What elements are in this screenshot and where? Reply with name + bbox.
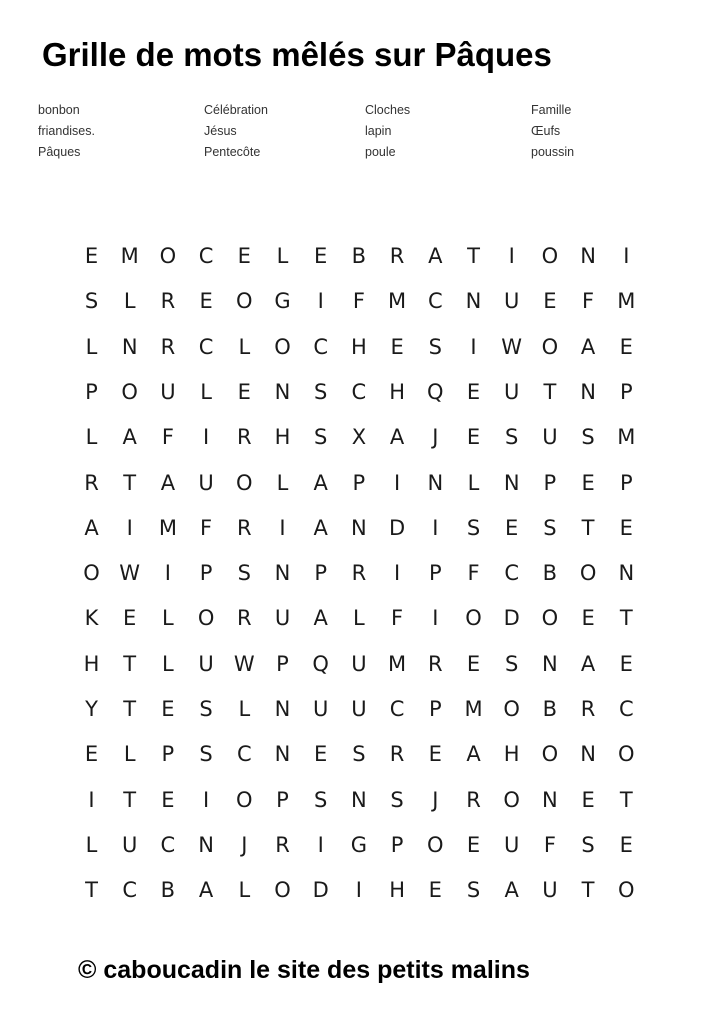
grid-letter: N <box>198 832 214 857</box>
grid-letter: Q <box>312 651 329 676</box>
grid-letter: T <box>123 787 137 812</box>
grid-letter: O <box>541 606 559 631</box>
grid-letter: O <box>159 244 177 268</box>
letter-grid <box>73 236 703 906</box>
grid-letter: E <box>428 878 442 903</box>
grid-letter: E <box>581 470 595 495</box>
grid-letter: R <box>84 470 99 495</box>
grid-letter: O <box>465 606 482 631</box>
grid-letter: P <box>543 470 557 495</box>
grid-letter: L <box>276 470 289 495</box>
grid-letter: P <box>390 832 404 857</box>
grid-letter: T <box>123 697 137 721</box>
grid-letter: F <box>582 289 595 314</box>
grid-letter: Y <box>85 697 98 721</box>
grid-letter: E <box>161 697 175 721</box>
grid-letter: E <box>619 832 633 857</box>
footer-credit: © caboucadin le site des petits malins <box>78 956 530 984</box>
grid-letter: N <box>351 787 367 812</box>
grid-letter: C <box>122 878 138 903</box>
grid-letter: H <box>389 878 405 903</box>
word-list-item: Pâques <box>38 145 81 159</box>
grid-letter: L <box>85 334 98 359</box>
grid-letter: R <box>275 832 290 857</box>
grid-letter: A <box>313 470 328 495</box>
grid-letter: T <box>581 515 595 540</box>
grid-letter: L <box>200 379 212 404</box>
grid-letter: O <box>236 289 253 314</box>
grid-letter: N <box>351 515 367 540</box>
grid-letter: R <box>237 515 252 540</box>
grid-letter: I <box>470 334 477 359</box>
grid-letter: I <box>432 606 439 631</box>
grid-letter: E <box>237 244 251 268</box>
grid-letter: T <box>123 651 137 676</box>
grid-letter: N <box>274 742 291 767</box>
grid-letter: S <box>505 425 519 450</box>
grid-letter: O <box>541 244 559 268</box>
grid-letter: O <box>236 470 253 495</box>
grid-letter: X <box>351 425 367 450</box>
grid-letter: D <box>389 515 406 540</box>
grid-letter: O <box>236 787 253 812</box>
grid-letter: O <box>503 697 520 721</box>
grid-letter: F <box>161 425 174 450</box>
grid-letter: C <box>618 697 634 721</box>
word-list-item: bonbon <box>38 103 80 117</box>
grid-letter: S <box>390 787 404 812</box>
grid-letter: N <box>427 470 444 495</box>
grid-letter: C <box>504 561 520 586</box>
grid-letter: U <box>160 379 176 404</box>
grid-letter: S <box>581 425 595 450</box>
grid-letter: R <box>160 289 176 314</box>
grid-letter: E <box>199 289 213 314</box>
grid-letter: I <box>508 244 515 268</box>
grid-letter: I <box>393 561 401 586</box>
grid-letter: B <box>160 878 176 903</box>
grid-letter: O <box>274 334 291 359</box>
grid-letter: F <box>543 832 556 857</box>
grid-letter: E <box>161 787 175 812</box>
grid-letter: L <box>85 832 98 857</box>
grid-letter: N <box>121 334 138 359</box>
grid-letter: O <box>427 832 444 857</box>
grid-letter: U <box>313 697 329 721</box>
grid-letter: U <box>504 832 520 857</box>
grid-letter: T <box>619 787 633 812</box>
grid-letter: I <box>432 515 439 540</box>
grid-letter: A <box>580 651 596 676</box>
grid-letter: P <box>276 651 289 676</box>
grid-letter: P <box>619 379 633 404</box>
grid-letter: T <box>123 470 137 495</box>
grid-letter: M <box>158 515 177 540</box>
word-list-item: Œufs <box>531 124 561 138</box>
grid-letter: J <box>432 787 439 812</box>
grid-letter: I <box>355 878 362 903</box>
grid-letter: A <box>313 515 328 540</box>
grid-letter: I <box>202 787 210 812</box>
grid-letter: M <box>464 697 483 721</box>
grid-letter: S <box>314 787 328 812</box>
grid-letter: N <box>274 561 291 586</box>
grid-letter: N <box>465 289 482 314</box>
grid-letter: U <box>351 651 367 676</box>
grid-letter: R <box>237 606 252 631</box>
grid-letter: P <box>276 787 289 812</box>
grid-letter: S <box>466 878 481 903</box>
grid-letter: U <box>274 606 291 631</box>
grid-letter: N <box>580 742 596 767</box>
grid-letter: R <box>428 651 443 676</box>
grid-letter: O <box>579 561 597 586</box>
word-list-item: lapin <box>365 124 392 138</box>
grid-letter: E <box>543 289 557 314</box>
grid-letter: P <box>85 379 98 404</box>
grid-letter: W <box>233 651 255 676</box>
grid-letter: A <box>198 878 214 903</box>
grid-letter: E <box>466 425 481 450</box>
grid-letter: N <box>542 651 558 676</box>
grid-letter: P <box>199 561 213 586</box>
grid-letter: M <box>617 289 636 314</box>
grid-letter: P <box>428 697 442 721</box>
grid-letter: L <box>85 425 98 450</box>
grid-letter: U <box>198 470 214 495</box>
grid-letter: B <box>542 561 558 586</box>
grid-letter: E <box>619 651 633 676</box>
grid-letter: T <box>543 379 557 404</box>
word-list-item: Cloches <box>365 103 411 117</box>
grid-letter: R <box>160 334 176 359</box>
word-list <box>38 103 638 169</box>
grid-letter: R <box>389 244 405 268</box>
grid-letter: U <box>504 379 520 404</box>
grid-letter: S <box>505 651 519 676</box>
grid-letter: M <box>388 289 407 314</box>
grid-letter: K <box>84 606 99 631</box>
grid-letter: B <box>351 244 367 268</box>
grid-letter: L <box>123 289 136 314</box>
grid-letter: S <box>314 379 328 404</box>
grid-letter: H <box>503 742 520 767</box>
grid-letter: G <box>274 289 291 314</box>
grid-letter: O <box>197 606 215 631</box>
grid-letter: R <box>389 742 405 767</box>
grid-letter: L <box>276 244 289 268</box>
grid-letter: A <box>389 425 405 450</box>
grid-letter: P <box>352 470 366 495</box>
grid-letter: N <box>274 379 291 404</box>
grid-letter: O <box>541 334 559 359</box>
grid-letter: I <box>88 787 95 812</box>
grid-letter: H <box>274 425 291 450</box>
grid-letter: W <box>119 561 141 586</box>
word-list-item: Famille <box>531 103 572 117</box>
page-title: Grille de mots mêlés sur Pâques <box>42 36 552 73</box>
grid-letter: S <box>237 561 251 586</box>
grid-letter: B <box>542 697 558 721</box>
grid-letter: I <box>202 425 210 450</box>
grid-letter: L <box>238 334 251 359</box>
grid-letter: T <box>467 244 480 268</box>
grid-letter: T <box>85 878 98 903</box>
grid-letter: R <box>466 787 481 812</box>
grid-letter: S <box>314 425 328 450</box>
grid-letter: D <box>312 878 329 903</box>
grid-letter: O <box>274 878 291 903</box>
grid-letter: N <box>580 244 596 268</box>
grid-letter: A <box>84 515 99 540</box>
grid-letter: A <box>313 606 328 631</box>
word-list-item: Jésus <box>204 124 237 138</box>
grid-letter: E <box>619 515 633 540</box>
grid-letter: F <box>200 515 213 540</box>
grid-letter: E <box>466 832 481 857</box>
grid-letter: O <box>618 742 635 767</box>
grid-letter: N <box>503 470 520 495</box>
grid-letter: E <box>505 515 519 540</box>
grid-letter: O <box>503 787 520 812</box>
grid-letter: L <box>123 742 136 767</box>
grid-letter: I <box>279 515 286 540</box>
grid-letter: A <box>122 425 137 450</box>
grid-letter: L <box>238 878 251 903</box>
grid-letter: C <box>427 289 443 314</box>
grid-letter: F <box>352 289 365 314</box>
grid-letter: E <box>123 606 137 631</box>
word-list-item: Célébration <box>204 103 268 117</box>
grid-letter: F <box>391 606 404 631</box>
grid-letter: E <box>84 244 99 268</box>
grid-letter: E <box>466 651 481 676</box>
grid-letter: C <box>313 334 329 359</box>
grid-letter: M <box>388 651 407 676</box>
grid-letter: L <box>467 470 480 495</box>
grid-letter: S <box>352 742 366 767</box>
grid-letter: S <box>428 334 442 359</box>
grid-letter: F <box>467 561 480 586</box>
grid-letter: P <box>428 561 442 586</box>
grid-letter: C <box>160 832 176 857</box>
grid-letter: C <box>389 697 405 721</box>
grid-letter: O <box>83 561 100 586</box>
grid-letter: Q <box>427 379 444 404</box>
grid-letter: S <box>581 832 595 857</box>
grid-letter: A <box>504 878 519 903</box>
grid-letter: U <box>542 425 558 450</box>
grid-letter: E <box>390 334 404 359</box>
grid-letter: C <box>236 742 252 767</box>
grid-letter: C <box>351 379 367 404</box>
grid-letter: L <box>162 651 174 676</box>
grid-letter: U <box>351 697 367 721</box>
grid-letter: D <box>503 606 520 631</box>
grid-letter: U <box>122 832 138 857</box>
grid-letter: G <box>350 832 368 857</box>
grid-letter: W <box>501 334 523 359</box>
grid-letter: O <box>121 379 138 404</box>
grid-letter: E <box>466 379 481 404</box>
grid-letter: A <box>580 334 596 359</box>
grid-letter: P <box>619 470 633 495</box>
grid-letter: T <box>619 606 633 631</box>
grid-letter: U <box>542 878 558 903</box>
grid-letter: R <box>351 561 367 586</box>
grid-letter: L <box>238 697 251 721</box>
grid-letter: U <box>198 651 214 676</box>
grid-letter: A <box>466 742 481 767</box>
grid-letter: E <box>314 244 328 268</box>
grid-letter: E <box>314 742 328 767</box>
grid-letter: I <box>164 561 171 586</box>
grid-letter: H <box>350 334 367 359</box>
grid-letter: L <box>162 606 174 631</box>
grid-letter: S <box>466 515 481 540</box>
grid-letter: E <box>237 379 251 404</box>
grid-letter: N <box>580 379 596 404</box>
grid-letter: P <box>314 561 328 586</box>
grid-letter: P <box>161 742 175 767</box>
grid-letter: S <box>199 697 213 721</box>
grid-letter: N <box>618 561 635 586</box>
grid-letter: I <box>317 289 324 314</box>
grid-letter: I <box>126 515 133 540</box>
grid-letter: S <box>199 742 213 767</box>
grid-letter: C <box>198 334 214 359</box>
grid-letter: O <box>618 878 635 903</box>
grid-letter: I <box>317 832 324 857</box>
grid-letter: E <box>84 742 99 767</box>
word-list-item: poule <box>365 145 396 159</box>
grid-letter: M <box>120 244 139 268</box>
grid-letter: E <box>581 606 595 631</box>
grid-letter: H <box>389 379 405 404</box>
grid-letter: O <box>541 742 559 767</box>
grid-letter: I <box>623 244 630 268</box>
grid-letter: E <box>428 742 442 767</box>
grid-letter: T <box>581 878 595 903</box>
grid-letter: E <box>581 787 595 812</box>
grid-letter: S <box>84 289 99 314</box>
grid-letter: S <box>543 515 557 540</box>
grid-letter: J <box>241 832 248 857</box>
grid-letter: R <box>580 697 596 721</box>
grid-letter: R <box>237 425 252 450</box>
grid-letter: L <box>353 606 365 631</box>
grid-letter: J <box>432 425 439 450</box>
grid-letter: A <box>428 244 443 268</box>
grid-letter: N <box>274 697 291 721</box>
grid-letter: E <box>619 334 633 359</box>
grid-letter: I <box>393 470 401 495</box>
grid-letter: H <box>83 651 100 676</box>
word-list-item: poussin <box>531 145 575 159</box>
word-list-item: friandises. <box>38 124 95 138</box>
grid-letter: M <box>617 425 636 450</box>
grid-letter: A <box>160 470 176 495</box>
word-list-item: Pentecôte <box>204 145 261 159</box>
grid-letter: U <box>504 289 520 314</box>
grid-letter: C <box>198 244 214 268</box>
grid-letter: N <box>542 787 558 812</box>
